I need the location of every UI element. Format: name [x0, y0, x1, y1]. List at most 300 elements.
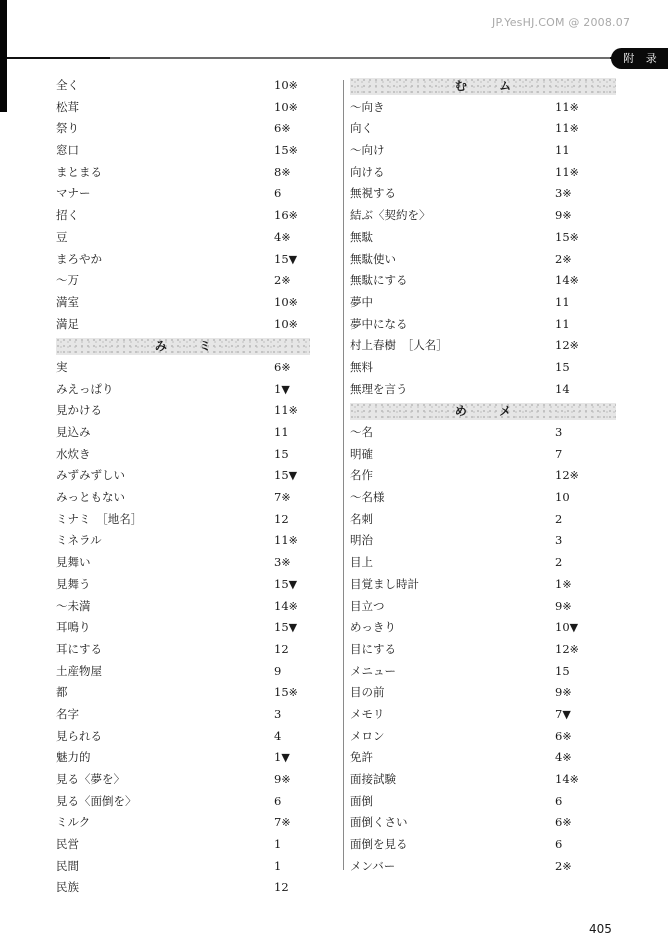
- lesson-number: 7: [555, 706, 563, 721]
- entry-term: 見る〈夢を〉: [56, 772, 125, 786]
- lesson-number: 15: [274, 468, 289, 483]
- lesson-number: 12: [274, 880, 289, 895]
- header-rule-faded: [110, 57, 610, 59]
- entry-term: 名作: [350, 468, 373, 483]
- reference-mark-icon: ※: [569, 230, 579, 244]
- lesson-number: 4: [274, 728, 282, 743]
- lesson-number: 8: [274, 164, 282, 179]
- lesson-number: 14: [555, 772, 570, 786]
- entry-lesson-number: [555, 249, 572, 271]
- entry-lesson-number: [274, 118, 291, 140]
- index-entry: [56, 682, 310, 704]
- lesson-number: 15: [555, 359, 570, 374]
- entry-term: 耳にする: [56, 641, 102, 656]
- entry-lesson-number: [274, 877, 289, 899]
- entry-term: ミネラル: [56, 533, 102, 548]
- entry-term: 都: [56, 685, 68, 700]
- lesson-number: 1: [555, 576, 563, 591]
- index-entry: [350, 357, 616, 379]
- index-entry: [350, 379, 616, 401]
- index-entry: [56, 487, 310, 509]
- index-entry: [350, 834, 616, 856]
- reference-mark-icon: ※: [569, 469, 579, 483]
- index-entry: [350, 530, 616, 552]
- entry-lesson-number: [274, 617, 297, 639]
- page-number: 405: [589, 922, 612, 936]
- entry-lesson-number: [555, 335, 579, 357]
- lesson-number: 9: [555, 685, 563, 700]
- entries-mu: [350, 97, 616, 401]
- reference-mark-icon: ※: [281, 230, 291, 244]
- index-entry: [56, 314, 310, 336]
- entry-lesson-number: [555, 530, 562, 552]
- entry-term: 満足: [56, 316, 79, 331]
- entry-term: 向ける: [350, 164, 385, 179]
- reference-mark-icon: ※: [281, 816, 291, 830]
- reference-mark-icon: ※: [562, 816, 572, 830]
- index-entry: [350, 249, 616, 271]
- reference-mark-icon: ※: [288, 209, 298, 223]
- entry-lesson-number: [274, 249, 297, 271]
- entry-lesson-number: [274, 574, 297, 596]
- reference-mark-icon: ※: [562, 577, 572, 591]
- lesson-number: 15: [274, 576, 289, 591]
- entry-term: 土産物屋: [56, 663, 102, 678]
- entry-term: 面倒: [350, 793, 373, 808]
- entry-lesson-number: [274, 791, 281, 813]
- lesson-number: 11: [274, 403, 289, 418]
- index-entry: [350, 118, 616, 140]
- entry-term: 実: [56, 359, 68, 374]
- index-entry: [350, 140, 616, 162]
- entry-term: 見る〈面倒を〉: [56, 793, 137, 808]
- reference-mark-icon: ※: [562, 187, 572, 201]
- lesson-number: 15: [274, 685, 289, 700]
- entry-lesson-number: [555, 596, 572, 618]
- reference-mark-icon: ※: [288, 79, 298, 92]
- lesson-number: 16: [274, 208, 289, 223]
- entry-lesson-number: [274, 465, 297, 487]
- lesson-number: 10: [274, 316, 289, 331]
- reference-mark-icon: ※: [281, 556, 291, 570]
- entry-term: 明確: [350, 446, 373, 461]
- entry-lesson-number: [555, 704, 571, 726]
- lesson-number: 6: [274, 186, 282, 201]
- entry-lesson-number: [555, 357, 570, 379]
- entry-lesson-number: [555, 639, 579, 661]
- entry-term: 免許: [350, 750, 373, 765]
- entry-term: メニュー: [350, 663, 396, 678]
- entry-term: 面倒くさい: [350, 815, 408, 830]
- index-entry: [350, 335, 616, 357]
- index-entry: [350, 292, 616, 314]
- lesson-number: 14: [555, 381, 570, 396]
- entry-lesson-number: [555, 162, 579, 184]
- index-entry: [56, 400, 310, 422]
- entry-lesson-number: [274, 292, 298, 314]
- lesson-number: 10: [555, 490, 570, 505]
- index-entry: [56, 812, 310, 834]
- entries-me: [350, 422, 616, 877]
- reference-mark-icon: ※: [281, 491, 291, 505]
- entry-lesson-number: [274, 596, 298, 618]
- lesson-number: 9: [555, 598, 563, 613]
- section-header-mu: [350, 78, 616, 95]
- lesson-number: 7: [555, 446, 563, 461]
- entries-mi: [56, 357, 310, 899]
- entry-lesson-number: [274, 379, 290, 401]
- lesson-number: 2: [555, 251, 563, 266]
- index-entry: [350, 465, 616, 487]
- index-entry: [56, 530, 310, 552]
- entry-term: 明治: [350, 533, 373, 548]
- entry-term: 民間: [56, 858, 79, 873]
- lesson-number: 11: [555, 143, 570, 158]
- lesson-number: 11: [555, 294, 570, 309]
- index-entry: [350, 422, 616, 444]
- entry-lesson-number: [555, 812, 572, 834]
- triangle-marker-icon: ▼: [281, 382, 290, 396]
- entry-term: まとまる: [56, 164, 102, 179]
- index-entry: [56, 249, 310, 271]
- lesson-number: 14: [555, 273, 570, 288]
- entry-term: 窓口: [56, 143, 79, 158]
- reference-mark-icon: ※: [288, 686, 298, 700]
- lesson-number: 6: [555, 815, 563, 830]
- lesson-number: 6: [555, 793, 563, 808]
- entry-term: 目立つ: [350, 598, 385, 613]
- index-entry: [56, 292, 310, 314]
- index-entry: [56, 444, 310, 466]
- index-entry: [56, 661, 310, 683]
- lesson-number: 15: [274, 620, 289, 635]
- entry-term: 民営: [56, 837, 79, 852]
- entry-lesson-number: [555, 379, 570, 401]
- entry-lesson-number: [555, 509, 562, 531]
- lesson-number: 1: [274, 750, 282, 765]
- entry-lesson-number: [555, 444, 562, 466]
- entry-term: 魅力的: [56, 750, 91, 765]
- index-entry: [56, 227, 310, 249]
- entry-term: ～万: [56, 273, 79, 288]
- entry-term: 無駄: [350, 229, 373, 244]
- entry-lesson-number: [555, 118, 579, 140]
- entry-term: 無駄使い: [350, 251, 396, 266]
- lesson-number: 3: [555, 186, 563, 201]
- triangle-marker-icon: ▼: [288, 469, 298, 483]
- entry-term: 目上: [350, 555, 373, 570]
- entry-lesson-number: [555, 574, 572, 596]
- index-entry: [56, 357, 310, 379]
- index-entry: [350, 596, 616, 618]
- entry-lesson-number: [274, 661, 281, 683]
- lesson-number: 6: [274, 359, 282, 374]
- reference-mark-icon: ※: [562, 729, 572, 743]
- entry-term: 結ぶ〈契約を〉: [350, 208, 431, 223]
- entry-lesson-number: [555, 747, 572, 769]
- entry-lesson-number: [274, 682, 298, 704]
- entry-term: ～向き: [350, 99, 385, 114]
- entry-lesson-number: [274, 357, 291, 379]
- entry-term: 夢中: [350, 294, 373, 309]
- reference-mark-icon: ※: [281, 165, 291, 179]
- entry-lesson-number: [274, 205, 298, 227]
- lesson-number: 15: [274, 251, 289, 266]
- reference-mark-icon: ※: [288, 144, 298, 158]
- lesson-number: 11: [555, 121, 570, 136]
- entry-lesson-number: [274, 444, 289, 466]
- index-entry: [350, 270, 616, 292]
- entry-lesson-number: [555, 183, 572, 205]
- entry-term: 無料: [350, 359, 373, 374]
- entry-lesson-number: [274, 769, 291, 791]
- entry-lesson-number: [274, 552, 291, 574]
- index-entry: [350, 487, 616, 509]
- entry-lesson-number: [555, 205, 572, 227]
- entry-term: 民族: [56, 880, 79, 895]
- entry-lesson-number: [274, 400, 298, 422]
- entry-lesson-number: [555, 682, 572, 704]
- entry-term: メンバー: [350, 858, 396, 873]
- lesson-number: 3: [274, 555, 282, 570]
- reference-mark-icon: ※: [569, 100, 579, 114]
- entry-lesson-number: [555, 292, 570, 314]
- entry-lesson-number: [555, 314, 570, 336]
- lesson-number: 11: [555, 316, 570, 331]
- reference-mark-icon: ※: [281, 274, 291, 288]
- entry-term: 目にする: [350, 641, 396, 656]
- watermark: JP.YesHJ.COM @ 2008.07: [492, 16, 631, 29]
- entry-lesson-number: [274, 314, 298, 336]
- entry-term: 豆: [56, 229, 68, 244]
- lesson-number: 3: [555, 425, 563, 439]
- entry-lesson-number: [555, 97, 579, 119]
- entry-term: ～名: [350, 425, 373, 439]
- entry-lesson-number: [274, 162, 291, 184]
- index-entry: [350, 747, 616, 769]
- lesson-number: 4: [555, 750, 563, 765]
- entry-lesson-number: [555, 422, 562, 444]
- reference-mark-icon: ※: [562, 599, 572, 613]
- index-entry: [350, 444, 616, 466]
- lesson-number: 10: [274, 294, 289, 309]
- lesson-number: 7: [274, 490, 282, 505]
- lesson-number: 9: [274, 772, 282, 786]
- lesson-number: 11: [555, 164, 570, 179]
- entry-lesson-number: [555, 617, 578, 639]
- entry-term: ～名様: [350, 490, 385, 505]
- entry-term: 面倒を見る: [350, 837, 408, 852]
- column-divider: [343, 80, 344, 870]
- entry-lesson-number: [555, 487, 570, 509]
- entry-lesson-number: [274, 140, 298, 162]
- reference-mark-icon: ※: [569, 642, 579, 656]
- entry-lesson-number: [274, 726, 281, 748]
- index-entry: [56, 747, 310, 769]
- entry-lesson-number: [555, 834, 562, 856]
- index-entry: [56, 379, 310, 401]
- index-entry: [56, 183, 310, 205]
- entry-lesson-number: [274, 509, 289, 531]
- reference-mark-icon: ※: [569, 773, 579, 786]
- index-entry: [350, 639, 616, 661]
- lesson-number: 15: [274, 446, 289, 461]
- entry-lesson-number: [274, 639, 289, 661]
- entry-term: 面接試験: [350, 772, 396, 786]
- entry-lesson-number: [555, 465, 579, 487]
- entry-term: 祭り: [56, 121, 79, 136]
- reference-mark-icon: ※: [569, 165, 579, 179]
- triangle-marker-icon: ▼: [569, 621, 579, 635]
- lesson-number: 1: [274, 837, 282, 852]
- entry-lesson-number: [274, 487, 291, 509]
- entry-term: メロン: [350, 728, 385, 743]
- index-entry: [350, 617, 616, 639]
- entry-lesson-number: [274, 704, 281, 726]
- index-entry: [350, 162, 616, 184]
- triangle-marker-icon: ▼: [288, 577, 298, 591]
- section-header-mi: [56, 338, 310, 355]
- index-entry: [350, 552, 616, 574]
- index-entry: [56, 552, 310, 574]
- lesson-number: 2: [555, 555, 563, 570]
- index-entry: [350, 682, 616, 704]
- entry-term: 夢中になる: [350, 316, 408, 331]
- lesson-number: 12: [274, 641, 289, 656]
- lesson-number: 14: [274, 598, 289, 613]
- lesson-number: 12: [555, 641, 570, 656]
- index-entry: [350, 812, 616, 834]
- entry-term: めっきり: [350, 620, 396, 635]
- entry-lesson-number: [555, 270, 579, 292]
- entry-lesson-number: [274, 183, 281, 205]
- index-entry: [350, 704, 616, 726]
- index-entry: [350, 509, 616, 531]
- entry-term: 全く: [56, 78, 79, 92]
- entry-lesson-number: [555, 552, 562, 574]
- entry-lesson-number: [274, 270, 291, 292]
- lesson-number: 9: [555, 208, 563, 223]
- appendix-tab: 附 录: [611, 48, 668, 69]
- entry-term: ミルク: [56, 815, 91, 830]
- index-entry: [56, 140, 310, 162]
- lesson-number: 4: [274, 229, 282, 244]
- page-edge-bar: [0, 0, 7, 112]
- index-entry: [350, 661, 616, 683]
- reference-mark-icon: ※: [562, 751, 572, 765]
- entry-term: 無駄にする: [350, 273, 408, 288]
- entry-lesson-number: [274, 747, 290, 769]
- entry-term: マナー: [56, 186, 91, 201]
- index-entry: [56, 465, 310, 487]
- entry-lesson-number: [555, 856, 572, 878]
- entry-lesson-number: [555, 661, 570, 683]
- entry-term: 見かける: [56, 403, 102, 418]
- entry-lesson-number: [274, 530, 298, 552]
- reference-mark-icon: ※: [562, 252, 572, 266]
- lesson-number: 15: [555, 229, 570, 244]
- entry-term: 耳鳴り: [56, 620, 91, 635]
- index-entry: [56, 97, 310, 119]
- lesson-number: 11: [274, 533, 289, 548]
- index-entry: [56, 617, 310, 639]
- lesson-number: 3: [274, 706, 282, 721]
- index-entry: [350, 97, 616, 119]
- entry-lesson-number: [555, 140, 570, 162]
- index-entry: [56, 422, 310, 444]
- reference-mark-icon: ※: [569, 122, 579, 136]
- reference-mark-icon: ※: [562, 686, 572, 700]
- lesson-number: 12: [555, 468, 570, 483]
- lesson-number: 2: [274, 273, 282, 288]
- entry-term: まろやか: [56, 251, 102, 266]
- index-entry: [56, 704, 310, 726]
- index-entry: [56, 205, 310, 227]
- triangle-marker-icon: ▼: [288, 252, 298, 266]
- reference-mark-icon: ※: [281, 773, 291, 786]
- right-column: [350, 75, 616, 877]
- entry-term: みえっぱり: [56, 381, 114, 396]
- entry-term: 名刺: [350, 511, 373, 526]
- lesson-number: 6: [274, 121, 282, 136]
- entry-term: 向く: [350, 121, 373, 136]
- entry-term: 名字: [56, 706, 79, 721]
- entry-term: 見込み: [56, 425, 91, 439]
- entry-term: 松茸: [56, 99, 79, 114]
- section-header-label: み ミ: [154, 338, 226, 353]
- index-entry: [56, 856, 310, 878]
- lesson-number: 12: [274, 511, 289, 526]
- triangle-marker-icon: ▼: [562, 707, 571, 721]
- entry-lesson-number: [274, 97, 298, 119]
- lesson-number: 2: [555, 858, 563, 873]
- entry-term: 水炊き: [56, 446, 91, 461]
- index-entry: [350, 574, 616, 596]
- reference-mark-icon: ※: [562, 859, 572, 873]
- lesson-number: 11: [274, 425, 289, 439]
- reference-mark-icon: ※: [288, 100, 298, 114]
- entry-term: 村上春樹 ［人名］: [350, 338, 448, 353]
- index-entry: [56, 791, 310, 813]
- reference-mark-icon: ※: [281, 122, 291, 136]
- lesson-number: 10: [555, 620, 570, 635]
- entry-term: 見舞い: [56, 555, 91, 570]
- reference-mark-icon: ※: [288, 317, 298, 331]
- reference-mark-icon: ※: [569, 274, 579, 288]
- section-header-label: め メ: [454, 403, 526, 418]
- entry-lesson-number: [555, 769, 579, 791]
- entry-term: 招く: [56, 208, 79, 223]
- entry-term: 見舞う: [56, 576, 91, 591]
- index-entry: [56, 574, 310, 596]
- index-entry: [56, 726, 310, 748]
- reference-mark-icon: ※: [288, 599, 298, 613]
- entry-term: 満室: [56, 294, 79, 309]
- lesson-number: 15: [274, 143, 289, 158]
- lesson-number: 12: [555, 338, 570, 353]
- entry-term: メモリ: [350, 706, 385, 721]
- index-entry: [56, 162, 310, 184]
- index-entry: [350, 726, 616, 748]
- entry-term: ～向け: [350, 143, 385, 158]
- entry-term: 見られる: [56, 728, 102, 743]
- reference-mark-icon: ※: [562, 209, 572, 223]
- index-entry: [350, 183, 616, 205]
- index-entry: [350, 769, 616, 791]
- left-column: [56, 75, 310, 899]
- entry-term: 目の前: [350, 685, 385, 700]
- lesson-number: 6: [555, 728, 563, 743]
